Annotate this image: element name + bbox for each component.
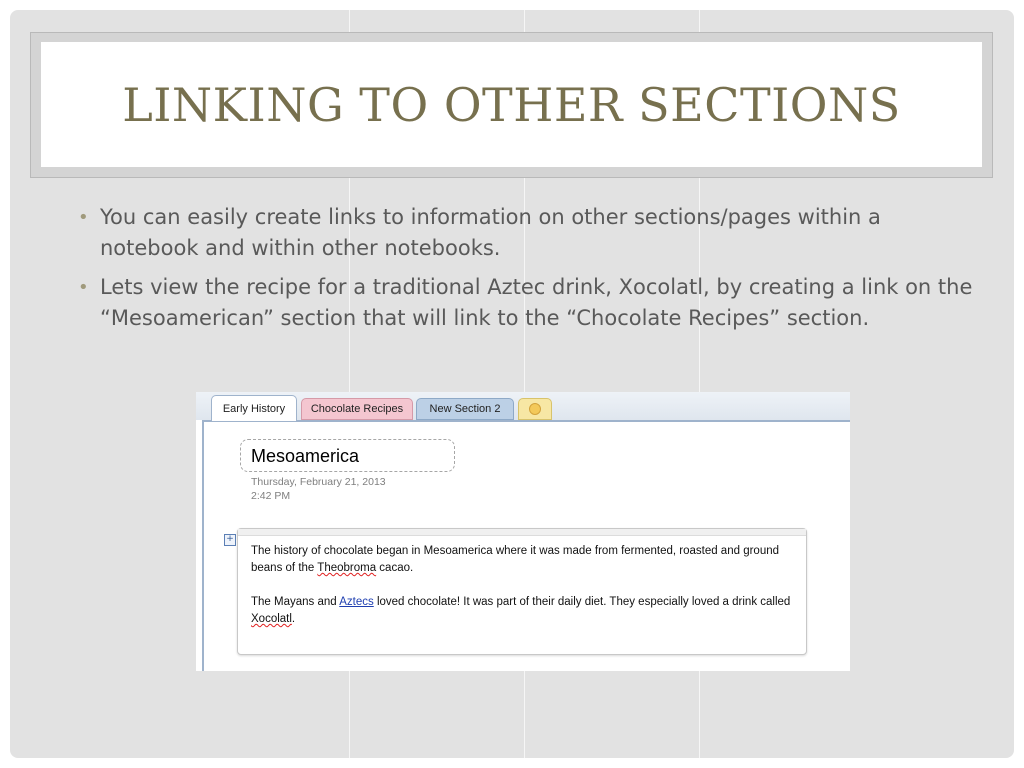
title-frame [30, 32, 993, 178]
page-date: Thursday, February 21, 2013 [251, 476, 386, 488]
tab-early-history[interactable]: Early History [211, 395, 297, 421]
note-text-run: The Mayans and [251, 596, 340, 608]
bullet-text: Lets view the recipe for a traditional Aztec drink, Xocolatl, by creating a link on the “Mesoamerican” section that will link to the “Chocolate Recipes” section. [100, 275, 973, 330]
note-text[interactable] [251, 543, 799, 645]
add-section-tab[interactable] [518, 398, 552, 420]
note-paragraph [251, 594, 799, 628]
note-text-run: cacao. [376, 562, 414, 574]
note-paragraph [251, 543, 799, 577]
page-area[interactable] [202, 420, 850, 671]
bullet-text: You can easily create links to information on other sections/pages within a notebook and within other notebooks. [100, 205, 881, 260]
section-tabstrip [196, 392, 850, 420]
page-time: 2:42 PM [251, 490, 291, 502]
bullet-item [78, 272, 978, 334]
note-text-run: loved chocolate! It was part of their daily diet. They especially loved a drink called [373, 596, 791, 608]
bullet-dot: • [78, 207, 89, 228]
slide-title: LINKING TO OTHER SECTIONS [122, 77, 901, 132]
slide [10, 10, 1014, 758]
misspelled-word[interactable]: Theobroma [317, 562, 377, 574]
aztecs-link[interactable]: Aztecs [339, 596, 374, 608]
onenote-screenshot [196, 392, 850, 671]
bullet-item [78, 202, 978, 264]
container-grip[interactable] [238, 529, 806, 536]
bullet-list [78, 202, 978, 342]
misspelled-word[interactable]: Xocolatl [251, 613, 292, 625]
note-text-run: The history of chocolate began in Mesoamerica where it was made from fermented, roasted and ground beans of the [251, 545, 780, 574]
title-box [41, 42, 982, 167]
page-title[interactable]: Mesoamerica [240, 439, 455, 472]
note-container[interactable] [237, 528, 807, 655]
bullet-dot: • [78, 277, 89, 298]
expand-plus-icon[interactable]: + [224, 534, 236, 546]
new-section-icon [529, 403, 541, 415]
note-text-run: . [291, 613, 296, 625]
tab-new-section-2[interactable]: New Section 2 [416, 398, 514, 420]
tab-chocolate-recipes[interactable]: Chocolate Recipes [301, 398, 413, 420]
